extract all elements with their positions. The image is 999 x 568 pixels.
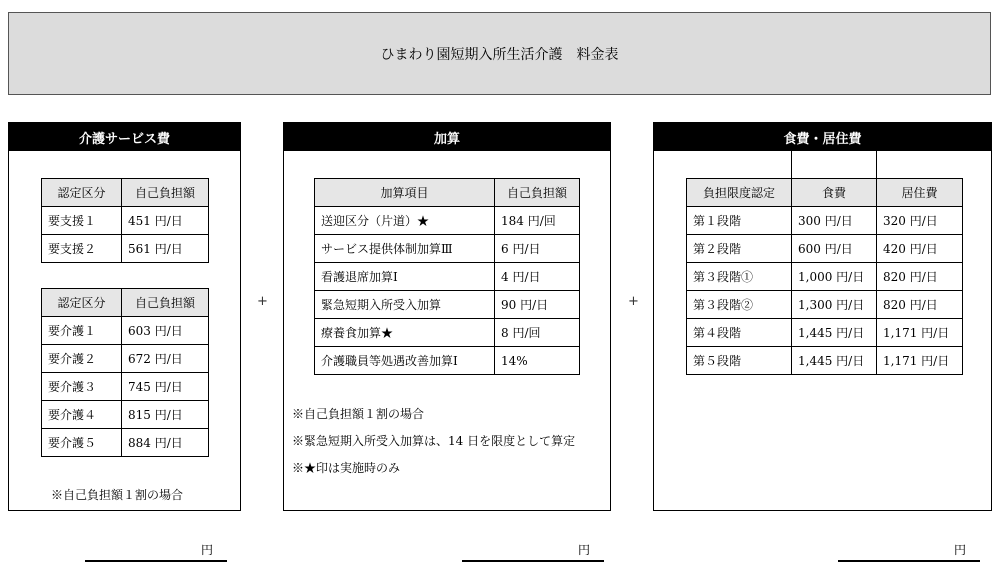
column-header: 自己負担額 xyxy=(122,289,209,317)
column-header: 認定区分 xyxy=(42,179,122,207)
table-cell: 療養食加算★ xyxy=(315,319,495,347)
table-cell: 介護職員等処遇改善加算Ⅰ xyxy=(315,347,495,375)
table-row xyxy=(42,401,209,429)
table-row xyxy=(42,317,209,345)
table-cell: 第５段階 xyxy=(687,347,792,375)
table-row xyxy=(315,207,580,235)
table-cell: 745 円/日 xyxy=(122,373,209,401)
column-header: 認定区分 xyxy=(42,289,122,317)
table-row xyxy=(687,207,963,235)
table-cell: 第３段階② xyxy=(687,291,792,319)
column-header: 加算項目 xyxy=(315,179,495,207)
table-cell: 672 円/日 xyxy=(122,345,209,373)
kasan-note: ※★印は実施時のみ xyxy=(292,461,401,475)
table-cell: 1,445 円/日 xyxy=(792,319,877,347)
yen-unit: 円 xyxy=(577,543,590,557)
table-row xyxy=(315,263,580,291)
table-cell: 1,445 円/日 xyxy=(792,347,877,375)
table-cell: 要介護５ xyxy=(42,429,122,457)
table-cell: 第２段階 xyxy=(687,235,792,263)
table-cell: 6 円/日 xyxy=(495,235,580,263)
table-cell: 320 円/日 xyxy=(877,207,963,235)
food-total-field[interactable] xyxy=(838,540,980,562)
kasan-total-field[interactable] xyxy=(462,540,604,562)
column-header: 自己負担額 xyxy=(122,179,209,207)
table-row xyxy=(687,347,963,375)
kasan-panel xyxy=(283,122,611,511)
table-cell: 第１段階 xyxy=(687,207,792,235)
table-cell: 561 円/日 xyxy=(122,235,209,263)
divider xyxy=(876,151,877,179)
table-cell: 8 円/回 xyxy=(495,319,580,347)
table-cell: 420 円/日 xyxy=(877,235,963,263)
kaigo-service-header: 介護サービス費 xyxy=(9,123,240,151)
table-cell: 451 円/日 xyxy=(122,207,209,235)
table-cell: 90 円/日 xyxy=(495,291,580,319)
table-cell: サービス提供体制加算Ⅲ xyxy=(315,235,495,263)
table-row xyxy=(42,345,209,373)
page-title: ひまわり園短期入所生活介護 料金表 xyxy=(8,12,991,95)
yen-unit: 円 xyxy=(953,543,966,557)
table-cell: 要支援１ xyxy=(42,207,122,235)
table-cell: 緊急短期入所受入加算 xyxy=(315,291,495,319)
table-cell: 要介護２ xyxy=(42,345,122,373)
table-cell: 14% xyxy=(495,347,580,375)
yen-unit: 円 xyxy=(200,543,213,557)
table-row xyxy=(42,207,209,235)
table-row xyxy=(687,235,963,263)
table-cell: 815 円/日 xyxy=(122,401,209,429)
kasan-header: 加算 xyxy=(284,123,610,151)
table-row xyxy=(687,291,963,319)
table-cell: 600 円/日 xyxy=(792,235,877,263)
kasan-table xyxy=(314,178,580,375)
table-cell: 184 円/回 xyxy=(495,207,580,235)
plus-sign: + xyxy=(628,294,639,309)
table-cell: 要介護４ xyxy=(42,401,122,429)
table-cell: 要介護３ xyxy=(42,373,122,401)
table-cell: 要介護１ xyxy=(42,317,122,345)
kaigo-service-panel xyxy=(8,122,241,511)
table-cell: 300 円/日 xyxy=(792,207,877,235)
table-cell: 看護退席加算Ⅰ xyxy=(315,263,495,291)
kasan-note: ※自己負担額１割の場合 xyxy=(292,407,425,421)
plus-sign: + xyxy=(257,294,268,309)
table-row xyxy=(315,319,580,347)
table-cell: 1,171 円/日 xyxy=(877,319,963,347)
food-housing-panel xyxy=(653,122,992,511)
table-row xyxy=(687,319,963,347)
table-row xyxy=(315,235,580,263)
table-cell: 送迎区分（片道）★ xyxy=(315,207,495,235)
table-cell: 603 円/日 xyxy=(122,317,209,345)
column-header: 食費 xyxy=(792,179,877,207)
table-cell: 1,171 円/日 xyxy=(877,347,963,375)
table-cell: 第３段階① xyxy=(687,263,792,291)
column-header: 居住費 xyxy=(877,179,963,207)
divider xyxy=(791,151,792,179)
table-cell: 要支援２ xyxy=(42,235,122,263)
support-level-table xyxy=(41,178,209,263)
table-row xyxy=(687,263,963,291)
kasan-note: ※緊急短期入所受入加算は、14 日を限度として算定 xyxy=(292,434,576,448)
table-cell: 1,000 円/日 xyxy=(792,263,877,291)
table-row xyxy=(315,291,580,319)
food-housing-table xyxy=(686,178,963,375)
table-cell: 820 円/日 xyxy=(877,263,963,291)
column-header: 負担限度認定 xyxy=(687,179,792,207)
table-row xyxy=(42,429,209,457)
table-cell: 第４段階 xyxy=(687,319,792,347)
kaigo-note: ※自己負担額１割の場合 xyxy=(51,488,184,502)
food-housing-header: 食費・居住費 xyxy=(654,123,991,151)
column-header: 自己負担額 xyxy=(495,179,580,207)
table-cell: 1,300 円/日 xyxy=(792,291,877,319)
care-level-table xyxy=(41,288,209,457)
table-cell: 820 円/日 xyxy=(877,291,963,319)
table-row xyxy=(42,235,209,263)
table-cell: 884 円/日 xyxy=(122,429,209,457)
kaigo-total-field[interactable] xyxy=(85,540,227,562)
table-row xyxy=(42,373,209,401)
table-row xyxy=(315,347,580,375)
table-cell: 4 円/日 xyxy=(495,263,580,291)
